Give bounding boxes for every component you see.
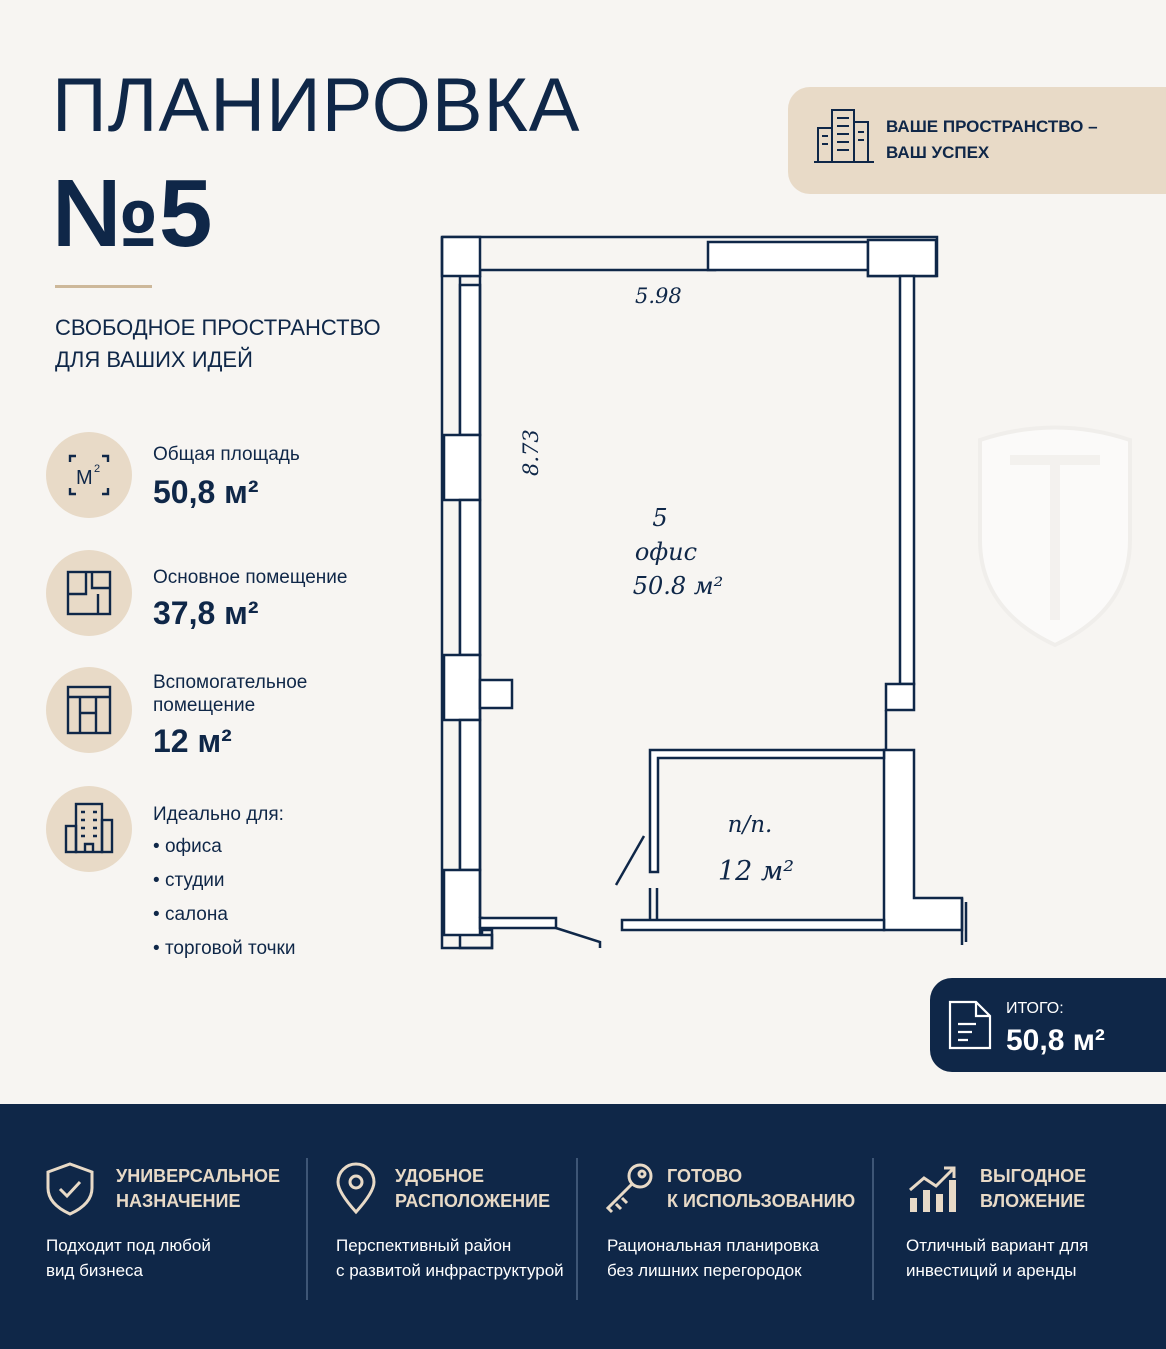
footer-panel xyxy=(0,1104,1166,1349)
subtitle xyxy=(55,312,381,376)
aux-room-value: 12 м² xyxy=(153,723,232,759)
location-pin-icon xyxy=(328,1160,384,1216)
key-icon xyxy=(602,1160,658,1216)
crest-watermark xyxy=(970,420,1140,650)
footer-title-line: ВЫГОДНОЕ xyxy=(980,1166,1087,1186)
auxiliary-room-icon xyxy=(46,667,132,753)
footer-title-2 xyxy=(395,1164,550,1214)
footer-text-line: вид бизнеса xyxy=(46,1261,143,1280)
svg-text:M: M xyxy=(76,467,93,489)
footer-divider xyxy=(306,1158,308,1300)
footer-text-line: Перспективный район xyxy=(336,1236,512,1255)
page-title-line1: ПЛАНИРОВКА xyxy=(52,63,581,148)
footer-title-line: УДОБНОЕ xyxy=(395,1166,485,1186)
footer-title-line: К ИСПОЛЬЗОВАНИЮ xyxy=(667,1191,856,1211)
aux-room-label-line1: Вспомогательное xyxy=(153,672,308,693)
footer-text-line: без лишних перегородок xyxy=(607,1261,802,1280)
footer-title-line: ГОТОВО xyxy=(667,1166,743,1186)
footer-text-2 xyxy=(336,1233,564,1283)
footer-divider xyxy=(872,1158,874,1300)
aux-room-name: п/п. xyxy=(727,812,773,838)
footer-title-1 xyxy=(116,1164,280,1214)
footer-text-line: Подходит под любой xyxy=(46,1236,211,1255)
main-room-label: Основное помещение xyxy=(153,567,348,588)
list-item: • студии xyxy=(153,864,295,898)
ideal-for-label: Идеально для: xyxy=(153,804,284,825)
footer-title-line: УНИВЕРСАЛЬНОЕ xyxy=(116,1166,281,1186)
footer-text-line: Отличный вариант для xyxy=(906,1236,1089,1255)
footer-text-line: с развитой инфраструктурой xyxy=(336,1261,564,1280)
total-label: ИТОГО: xyxy=(1006,1000,1064,1017)
document-icon xyxy=(946,998,994,1052)
footer-text-line: Рациональная планировка xyxy=(607,1236,819,1255)
room-name: офис xyxy=(634,538,698,566)
area-m2-icon xyxy=(46,432,132,518)
height-dimension: 8.73 xyxy=(519,429,543,476)
list-item: • офиса xyxy=(153,830,295,864)
footer-title-3 xyxy=(667,1164,855,1214)
floorplan-icon xyxy=(46,550,132,636)
title-divider xyxy=(55,285,152,288)
total-area-label: Общая площадь xyxy=(153,444,300,465)
page-title-number: №5 xyxy=(52,160,213,267)
footer-text-line: инвестиций и аренды xyxy=(906,1261,1077,1280)
main-room-value: 37,8 м² xyxy=(153,595,259,631)
subtitle-line2: ДЛЯ ВАШИХ ИДЕЙ xyxy=(55,347,253,372)
footer-text-3 xyxy=(607,1233,819,1283)
slogan-line2: ВАШ УСПЕХ xyxy=(886,143,990,162)
subtitle-line1: СВОБОДНОЕ ПРОСТРАНСТВО xyxy=(55,315,381,340)
width-dimension: 5.98 xyxy=(635,284,682,308)
shield-check-icon xyxy=(42,1160,98,1216)
growth-chart-icon xyxy=(906,1160,962,1216)
aux-room-label-line2: помещение xyxy=(153,695,256,716)
room-area: 50.8 м² xyxy=(632,572,724,600)
footer-text-1 xyxy=(46,1233,211,1283)
slogan-line1: ВАШЕ ПРОСТРАНСТВО – xyxy=(886,117,1098,136)
aux-room-area: 12 м² xyxy=(717,856,795,887)
building-icon xyxy=(46,786,132,872)
list-item: • салона xyxy=(153,898,295,932)
footer-divider xyxy=(576,1158,578,1300)
floor-plan-drawing xyxy=(440,230,980,960)
total-value: 50,8 м² xyxy=(1006,1024,1105,1057)
ideal-for-list xyxy=(153,830,295,966)
footer-title-line: РАСПОЛОЖЕНИЕ xyxy=(395,1191,551,1211)
footer-title-4 xyxy=(980,1164,1086,1214)
room-number: 5 xyxy=(652,504,668,532)
office-building-icon xyxy=(812,104,876,168)
slogan-text xyxy=(886,114,1098,166)
total-area-value: 50,8 м² xyxy=(153,474,259,510)
list-item: • торговой точки xyxy=(153,932,295,966)
aux-room-label xyxy=(153,671,307,717)
footer-title-line: ВЛОЖЕНИЕ xyxy=(980,1191,1086,1211)
footer-title-line: НАЗНАЧЕНИЕ xyxy=(116,1191,241,1211)
footer-text-4 xyxy=(906,1233,1088,1283)
svg-text:2: 2 xyxy=(94,463,101,475)
